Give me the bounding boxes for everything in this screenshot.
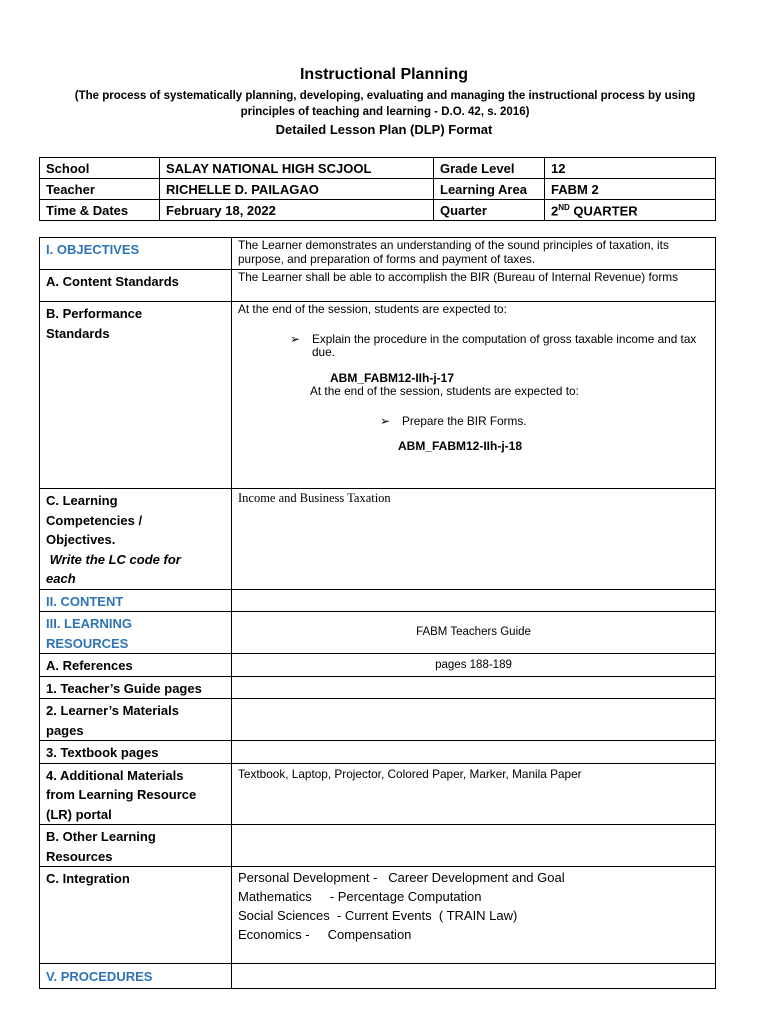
learning-competencies-value — [232, 489, 716, 590]
perf-intro-2: At the end of the session, students are expected to: — [310, 384, 579, 398]
arrow-bullet-icon: ➢ — [290, 331, 300, 346]
perf-bullet-1 — [290, 333, 709, 360]
row-performance-standards — [40, 302, 716, 489]
teachers-guide-value — [232, 676, 716, 699]
school-label: School — [40, 158, 160, 179]
integration-line: Social Sciences - Current Events ( TRAIN Law) — [238, 908, 518, 923]
performance-standards-value — [232, 302, 716, 489]
other-label-line: B. Other Learning — [46, 829, 156, 844]
procedures-label: V. PROCEDURES — [40, 964, 232, 989]
area-label: Learning Area — [434, 179, 545, 200]
row-content-standards — [40, 270, 716, 302]
additional-materials-label — [40, 763, 232, 825]
quarter-ordinal: ND — [558, 202, 570, 212]
row-learners-materials — [40, 699, 716, 741]
lc-label-line: each — [46, 571, 76, 586]
perf-item-2: Prepare the BIR Forms. — [402, 413, 527, 428]
row-learning-competencies — [40, 489, 716, 590]
lc-label-line: Competencies / — [46, 512, 143, 528]
other-resources-label — [40, 825, 232, 867]
performance-label-line: Standards — [46, 325, 110, 341]
quarter-number: 2 — [551, 203, 559, 219]
content-standards-label: A. Content Standards — [40, 270, 232, 302]
integration-line: Economics - Compensation — [238, 927, 412, 942]
row-textbook — [40, 741, 716, 764]
perf-code-1: ABM_FABM12-IIh-j-17 — [330, 370, 455, 385]
info-row-time — [40, 200, 716, 221]
arrow-bullet-icon: ➢ — [380, 413, 390, 428]
lc-value-text: Income and Business Taxation — [238, 491, 391, 505]
resources-label-line: RESOURCES — [46, 635, 129, 651]
lesson-plan-table — [39, 237, 716, 989]
time-value: February 18, 2022 — [160, 200, 434, 221]
perf-item-1: Explain the procedure in the computation of gross taxable income and tax due. — [312, 331, 697, 359]
teacher-label: Teacher — [40, 179, 160, 200]
school-value: SALAY NATIONAL HIGH SCJOOL — [160, 158, 434, 179]
other-resources-value — [232, 825, 716, 867]
lc-label-line: Write the LC code for — [46, 551, 181, 567]
other-label-line: Resources — [46, 848, 113, 864]
quarter-word: QUARTER — [569, 203, 638, 219]
content-value — [232, 589, 716, 612]
resources-label-line: III. LEARNING — [46, 616, 132, 631]
objectives-value: The Learner demonstrates an understanding of the sound principles of taxation, its purpose, and preparation of forms and payment of taxes. — [232, 238, 716, 270]
document-title: Instructional Planning — [299, 66, 468, 83]
grade-value: 12 — [545, 158, 716, 179]
area-value: FABM 2 — [545, 179, 716, 200]
quarter-label: Quarter — [434, 200, 545, 221]
row-learning-resources — [40, 612, 716, 654]
grade-label: Grade Level — [434, 158, 545, 179]
info-table — [39, 157, 716, 221]
learners-materials-value — [232, 699, 716, 741]
content-label: II. CONTENT — [40, 589, 232, 612]
learning-resources-value: FABM Teachers Guide — [232, 612, 716, 654]
row-additional-materials — [40, 763, 716, 825]
quarter-value — [545, 200, 716, 221]
document-subtitle: (The process of systematically planning, developing, evaluating and managing the instructional process by using principles of teaching and learning - D.O. 42, s. 2016) — [74, 90, 696, 118]
textbook-value — [232, 741, 716, 764]
objectives-label: I. OBJECTIVES — [40, 238, 232, 270]
lm-label-line: 2. Learner’s Materials — [46, 703, 179, 718]
additional-materials-value: Textbook, Laptop, Projector, Colored Paper, Marker, Manila Paper — [232, 763, 716, 825]
lc-label-line: C. Learning — [46, 493, 118, 508]
additional-label-line: from Learning Resource — [46, 787, 197, 802]
textbook-label: 3. Textbook pages — [40, 741, 232, 764]
lc-label-line: Objectives. — [46, 532, 116, 547]
content-standards-value: The Learner shall be able to accomplish the BIR (Bureau of Internal Revenue) forms — [232, 270, 716, 302]
row-other-resources — [40, 825, 716, 867]
learning-competencies-label — [40, 489, 232, 590]
performance-label-line: B. Performance — [46, 306, 143, 321]
perf-bullet-2 — [380, 415, 709, 429]
perf-code-2: ABM_FABM12-IIh-j-18 — [398, 439, 523, 453]
format-heading: Detailed Lesson Plan (DLP) Format — [275, 122, 493, 137]
performance-standards-label — [40, 302, 232, 489]
references-value: pages 188-189 — [232, 654, 716, 677]
row-teachers-guide — [40, 676, 716, 699]
info-row-school — [40, 158, 716, 179]
learning-resources-label — [40, 612, 232, 654]
row-objectives — [40, 238, 716, 270]
lm-label-line: pages — [46, 722, 84, 738]
additional-label-line: (LR) portal — [46, 806, 112, 822]
teachers-guide-label: 1. Teacher’s Guide pages — [40, 676, 232, 699]
row-content — [40, 589, 716, 612]
row-integration — [40, 867, 716, 964]
teacher-value: RICHELLE D. PAILAGAO — [160, 179, 434, 200]
procedures-value — [232, 964, 716, 989]
integration-value — [232, 867, 716, 964]
row-references — [40, 654, 716, 677]
additional-label-line: 4. Additional Materials — [46, 767, 184, 783]
time-label: Time & Dates — [40, 200, 160, 221]
learners-materials-label — [40, 699, 232, 741]
integration-line: Mathematics - Percentage Computation — [238, 889, 482, 904]
integration-label: C. Integration — [40, 867, 232, 964]
references-label: A. References — [40, 654, 232, 677]
integration-line: Personal Development - Career Development and Goal — [238, 870, 565, 885]
row-procedures — [40, 964, 716, 989]
perf-intro-1: At the end of the session, students are expected to: — [238, 302, 507, 316]
info-row-teacher — [40, 179, 716, 200]
